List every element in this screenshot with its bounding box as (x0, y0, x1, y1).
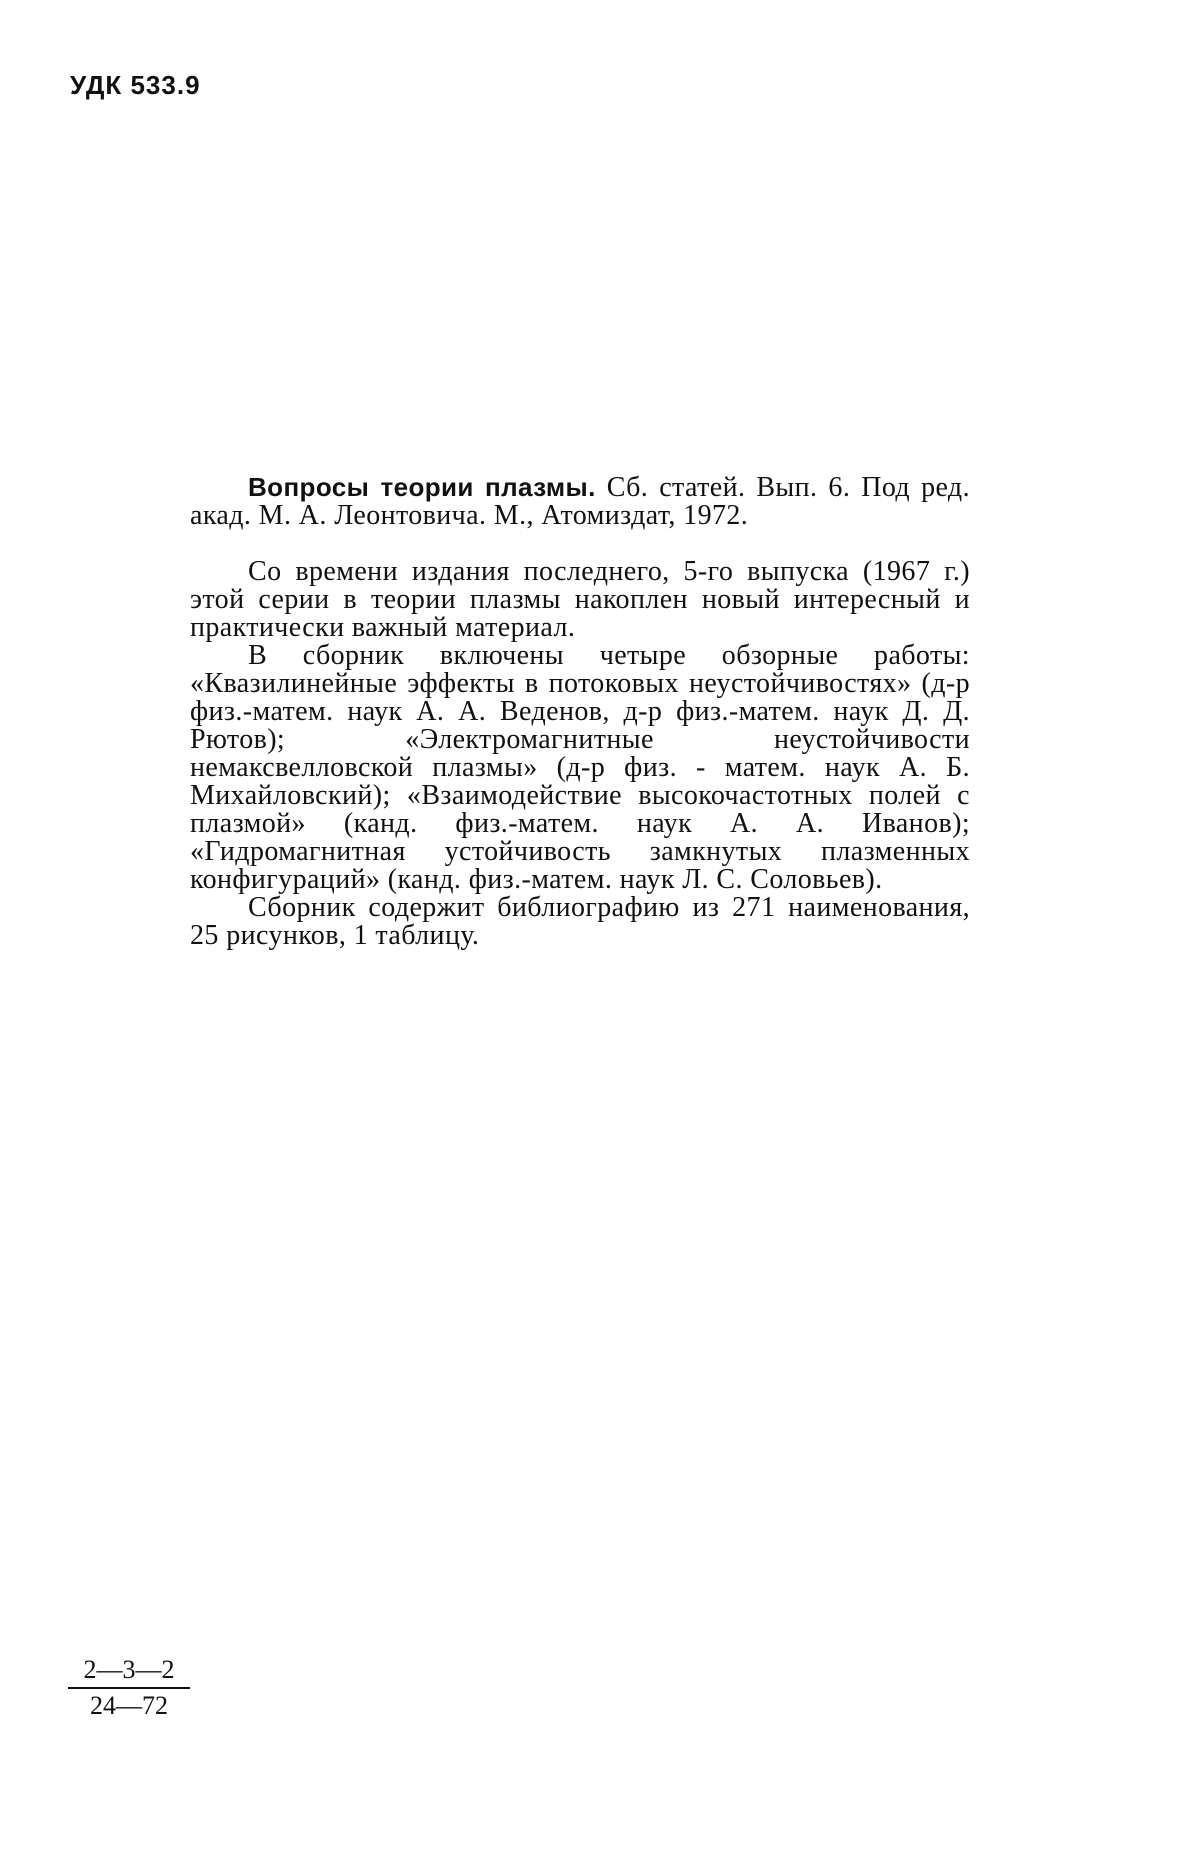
book-title: Вопросы теории плазмы. (248, 472, 596, 502)
annotation-paragraph-2: В сборник включены четыре обзорные работы: «Квазилинейные эффекты в потоковых неустойчивостях» (д-р физ.-матем. наук А. А. Веденов, д-р физ.-матем. наук Д. Д. Рютов); «Электромагнитные неустойчивости немаксвелловской плазмы» (д-р физ. - матем. наук А. Б. Михайловский); «Взаимодействие высокочастотных полей с плазмой» (канд. физ.-матем. наук А. А. Иванов); «Гидромагнитная устойчивость замкнутых плазменных конфигураций» (канд. физ.-матем. наук Л. С. Соловьев). (190, 640, 970, 895)
bibliographic-entry (190, 473, 970, 530)
book-details: Сб. статей. Вып. 6. Под ред. акад. М. А. Леонтовича. М., Атомиздат, 1972. (190, 472, 970, 531)
udc-code: УДК 533.9 (70, 70, 201, 100)
publisher-code (68, 1655, 190, 1721)
publisher-code-numerator: 2—3—2 (83, 1655, 175, 1684)
fraction-line (68, 1687, 190, 1689)
publisher-code-denominator: 24—72 (90, 1691, 168, 1720)
abstract-block (190, 473, 970, 950)
annotation-paragraph-3: Сборник содержит библиографию из 271 наименования, 25 рисунков, 1 таблицу. (190, 892, 970, 951)
annotation-paragraph-1: Со времени издания последнего, 5-го выпуска (1967 г.) этой серии в теории плазмы накоплен новый интересный и практически важный материал. (190, 556, 970, 643)
